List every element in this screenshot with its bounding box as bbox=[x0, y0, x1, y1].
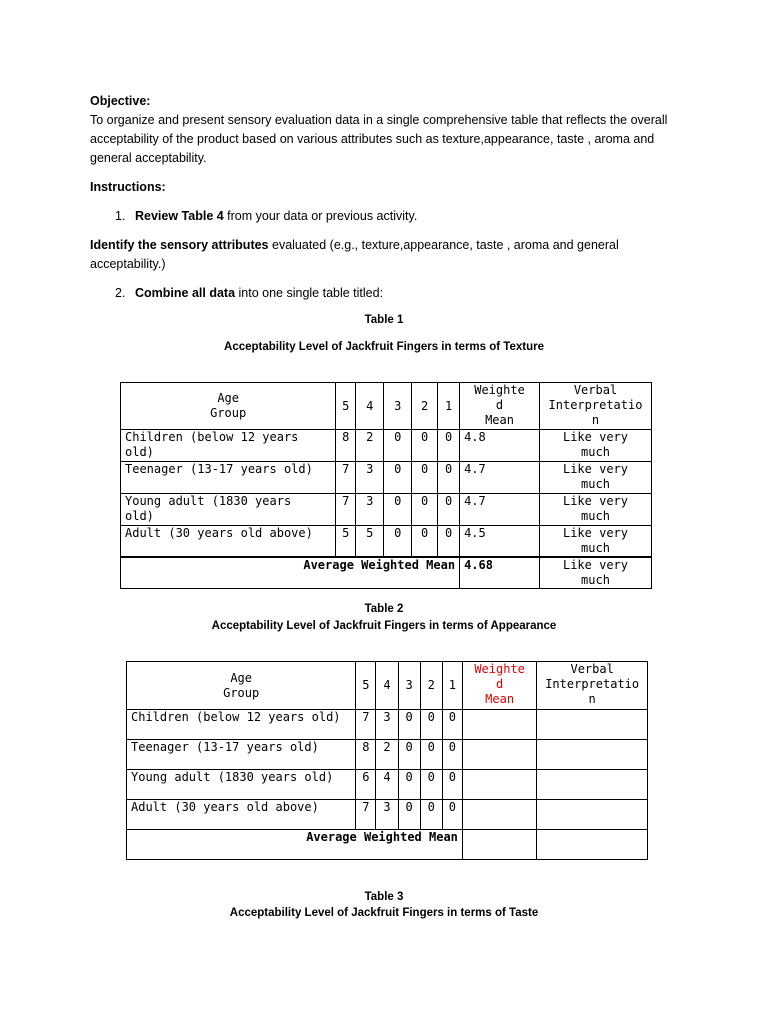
table-1-label: Table 1 bbox=[364, 314, 404, 326]
average-weighted-mean-label: Average Weighted Mean bbox=[121, 557, 460, 589]
score-2-cell: 0 bbox=[420, 770, 442, 800]
weighted-mean-cell[interactable] bbox=[462, 800, 536, 830]
score-1-cell: 0 bbox=[442, 710, 462, 740]
weighted-mean-cell[interactable] bbox=[462, 770, 536, 800]
weighted-mean-cell[interactable] bbox=[462, 740, 536, 770]
table-row bbox=[121, 462, 652, 494]
table-2-header-1: 1 bbox=[442, 662, 462, 710]
weighted-mean-cell: 4.7 bbox=[460, 462, 540, 494]
table-3-title: Acceptability Level of Jackfruit Fingers in terms of Taste bbox=[229, 907, 539, 919]
step-2-number: 2. bbox=[115, 286, 126, 300]
score-5-cell: 7 bbox=[336, 462, 356, 494]
score-2-cell: 0 bbox=[412, 526, 438, 558]
score-5-cell: 6 bbox=[356, 770, 376, 800]
table-1-texture bbox=[120, 382, 652, 589]
score-1-cell: 0 bbox=[442, 770, 462, 800]
score-2-cell: 0 bbox=[412, 494, 438, 526]
table-2-appearance bbox=[126, 661, 648, 860]
table-2-average-row bbox=[127, 830, 648, 860]
score-5-cell: 7 bbox=[336, 494, 356, 526]
age-group-cell: Young adult (1830 years old) bbox=[121, 494, 336, 526]
age-group-cell: Adult (30 years old above) bbox=[127, 800, 356, 830]
table-2-header-5: 5 bbox=[356, 662, 376, 710]
score-5-cell: 7 bbox=[356, 710, 376, 740]
step-1-text bbox=[135, 207, 417, 226]
table-row bbox=[127, 800, 648, 830]
average-verbal-interpretation: Like very much bbox=[539, 557, 651, 589]
table-2-header-4: 4 bbox=[376, 662, 398, 710]
score-2-cell: 0 bbox=[420, 800, 442, 830]
table-2-header-3: 3 bbox=[398, 662, 420, 710]
table-1-title: Acceptability Level of Jackfruit Fingers in terms of Texture bbox=[224, 341, 544, 353]
score-4-cell: 3 bbox=[376, 710, 398, 740]
table-1-header-weighted-mean: Weighte d Mean bbox=[460, 383, 540, 430]
score-5-cell: 5 bbox=[336, 526, 356, 558]
objective-line-2: acceptability of the product based on various attributes such as texture,appearance, taste , aroma and bbox=[90, 132, 655, 146]
table-1-header-row bbox=[121, 383, 652, 430]
score-4-cell: 2 bbox=[376, 740, 398, 770]
table-1-header-2: 2 bbox=[412, 383, 438, 430]
verbal-interpretation-cell: Like very much bbox=[539, 430, 651, 462]
table-1-header-5: 5 bbox=[336, 383, 356, 430]
table-1-average-row bbox=[121, 557, 652, 589]
table-2-title: Acceptability Level of Jackfruit Fingers in terms of Appearance bbox=[211, 620, 557, 632]
table-1-header-4: 4 bbox=[356, 383, 384, 430]
average-verbal-interpretation[interactable] bbox=[537, 830, 648, 860]
table-2-header-2: 2 bbox=[420, 662, 442, 710]
score-3-cell: 0 bbox=[398, 710, 420, 740]
table-1-header-3: 3 bbox=[384, 383, 412, 430]
score-4-cell: 3 bbox=[356, 462, 384, 494]
table-row bbox=[127, 710, 648, 740]
average-weighted-mean-label: Average Weighted Mean bbox=[127, 830, 463, 860]
score-1-cell: 0 bbox=[438, 494, 460, 526]
score-3-cell: 0 bbox=[384, 430, 412, 462]
score-2-cell: 0 bbox=[412, 430, 438, 462]
score-1-cell: 0 bbox=[438, 526, 460, 558]
score-3-cell: 0 bbox=[384, 526, 412, 558]
score-1-cell: 0 bbox=[438, 462, 460, 494]
table-2-header-age-group: Age Group bbox=[127, 662, 356, 710]
score-2-cell: 0 bbox=[420, 710, 442, 740]
objective-line-1: To organize and present sensory evaluation data in a single comprehensive table that reflects the overall bbox=[90, 113, 668, 127]
step-1-number: 1. bbox=[115, 209, 126, 223]
age-group-cell: Teenager (13-17 years old) bbox=[121, 462, 336, 494]
score-5-cell: 8 bbox=[336, 430, 356, 462]
average-weighted-mean-value: 4.68 bbox=[460, 557, 540, 589]
step-1-rest: from your data or previous activity. bbox=[223, 209, 418, 223]
verbal-interpretation-cell: Like very much bbox=[539, 494, 651, 526]
table-row bbox=[121, 430, 652, 462]
table-3-label: Table 3 bbox=[364, 891, 404, 903]
objective-line-3: general acceptability. bbox=[90, 151, 207, 165]
table-2-header-verbal-interpretation: Verbal Interpretatio n bbox=[537, 662, 648, 710]
identify-bold: Identify the sensory attributes bbox=[90, 238, 269, 252]
score-1-cell: 0 bbox=[442, 740, 462, 770]
step-2-rest: into one single table titled: bbox=[235, 286, 384, 300]
score-3-cell: 0 bbox=[384, 462, 412, 494]
score-4-cell: 2 bbox=[356, 430, 384, 462]
table-row bbox=[121, 526, 652, 558]
table-1-header-verbal-interpretation: Verbal Interpretatio n bbox=[539, 383, 651, 430]
identify-line-1 bbox=[90, 236, 619, 255]
verbal-interpretation-cell[interactable] bbox=[537, 770, 648, 800]
score-4-cell: 5 bbox=[356, 526, 384, 558]
table-1-header-1: 1 bbox=[438, 383, 460, 430]
identify-rest: evaluated (e.g., texture,appearance, taste , aroma and general bbox=[268, 238, 619, 252]
score-3-cell: 0 bbox=[398, 800, 420, 830]
table-row bbox=[121, 494, 652, 526]
table-1-header-age-group: Age Group bbox=[121, 383, 336, 430]
weighted-mean-cell: 4.8 bbox=[460, 430, 540, 462]
score-5-cell: 7 bbox=[356, 800, 376, 830]
table-2-header-weighted-mean: Weighte d Mean bbox=[462, 662, 536, 710]
score-1-cell: 0 bbox=[442, 800, 462, 830]
step-1-bold: Review Table 4 bbox=[135, 209, 224, 223]
score-3-cell: 0 bbox=[398, 770, 420, 800]
average-weighted-mean-value[interactable] bbox=[462, 830, 536, 860]
age-group-cell: Adult (30 years old above) bbox=[121, 526, 336, 558]
table-2-label: Table 2 bbox=[364, 603, 404, 615]
age-group-cell: Children (below 12 years old) bbox=[121, 430, 336, 462]
step-2-text bbox=[135, 284, 383, 303]
age-group-cell: Teenager (13-17 years old) bbox=[127, 740, 356, 770]
identify-line-2: acceptability.) bbox=[90, 257, 166, 271]
verbal-interpretation-cell: Like very much bbox=[539, 526, 651, 558]
age-group-cell: Children (below 12 years old) bbox=[127, 710, 356, 740]
score-2-cell: 0 bbox=[420, 740, 442, 770]
step-2-bold: Combine all data bbox=[135, 286, 236, 300]
weighted-mean-cell[interactable] bbox=[462, 710, 536, 740]
age-group-cell: Young adult (1830 years old) bbox=[127, 770, 356, 800]
score-4-cell: 4 bbox=[376, 770, 398, 800]
score-1-cell: 0 bbox=[438, 430, 460, 462]
table-row bbox=[127, 740, 648, 770]
table-row bbox=[127, 770, 648, 800]
verbal-interpretation-cell[interactable] bbox=[537, 800, 648, 830]
score-4-cell: 3 bbox=[356, 494, 384, 526]
weighted-mean-cell: 4.5 bbox=[460, 526, 540, 558]
weighted-mean-cell: 4.7 bbox=[460, 494, 540, 526]
score-5-cell: 8 bbox=[356, 740, 376, 770]
instructions-heading: Instructions: bbox=[90, 180, 166, 194]
verbal-interpretation-cell[interactable] bbox=[537, 710, 648, 740]
table-2-header-row bbox=[127, 662, 648, 710]
verbal-interpretation-cell: Like very much bbox=[539, 462, 651, 494]
score-3-cell: 0 bbox=[384, 494, 412, 526]
verbal-interpretation-cell[interactable] bbox=[537, 740, 648, 770]
score-4-cell: 3 bbox=[376, 800, 398, 830]
score-2-cell: 0 bbox=[412, 462, 438, 494]
score-3-cell: 0 bbox=[398, 740, 420, 770]
objective-heading: Objective: bbox=[90, 94, 151, 108]
